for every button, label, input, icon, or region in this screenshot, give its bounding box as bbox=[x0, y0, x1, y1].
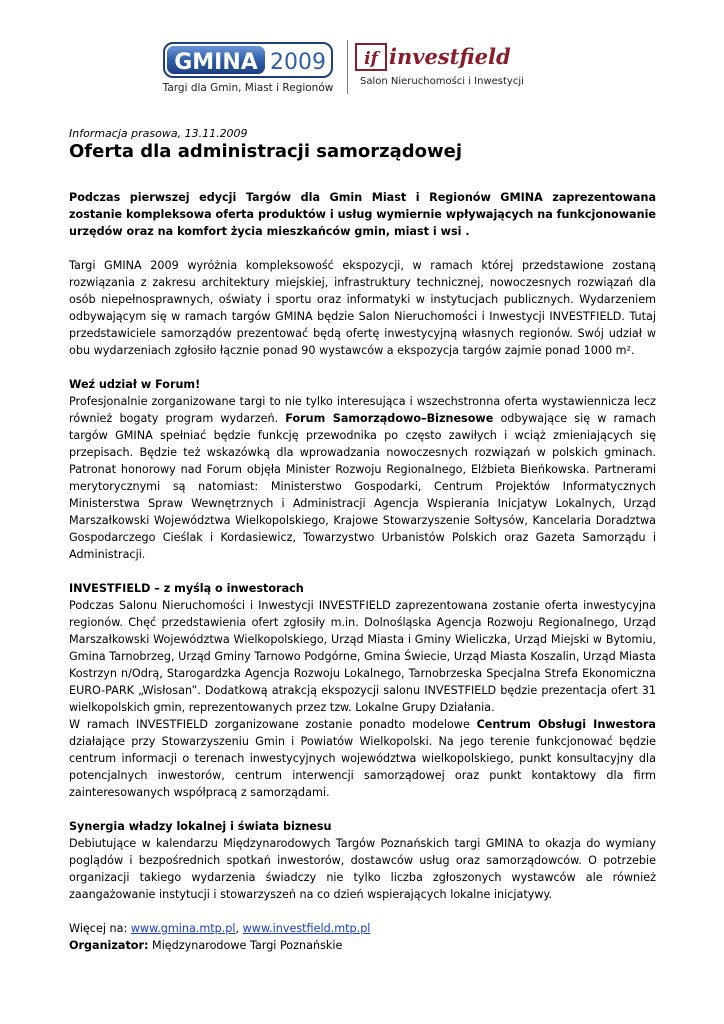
more-info-line bbox=[69, 920, 656, 937]
organizer-label: Organizator: bbox=[69, 939, 149, 952]
press-release bbox=[69, 127, 656, 954]
synergy-heading: Synergia władzy lokalnej i świata biznesu bbox=[69, 820, 332, 833]
svg-text:2009: 2009 bbox=[270, 50, 326, 75]
organizer-value: Międzynarodowe Targi Poznańskie bbox=[148, 939, 343, 952]
svg-text:if: if bbox=[364, 49, 378, 69]
investfield-caption: Salon Nieruchomości i Inwestycji bbox=[360, 76, 524, 87]
release-date: Informacja prasowa, 13.11.2009 bbox=[69, 127, 248, 140]
logo-divider bbox=[347, 40, 348, 94]
gmina-2009-logo bbox=[163, 42, 333, 78]
svg-text:investfield: investfield bbox=[389, 44, 511, 69]
svg-text:GMINA: GMINA bbox=[174, 50, 258, 75]
link-separator: , bbox=[235, 922, 243, 935]
investfield-paragraph: Podczas Salonu Nieruchomości i Inwestycji INVESTFIELD zaprezentowana zostanie oferta inwestycyjna regionów. Chęć przedstawienia ofert zgłosiły m.in. Dolnośląska Agencja Rozwoju Regionalnego, Urząd Marszałkowski Województwa Wielkopolskiego, Urząd Miasta i Gminy Wieliczka, Urząd Miejski w Bytomiu, Gmina Tarnobrzeg, Urząd Gminy Tarnowo Podgórne, Gmina Świecie, Urząd Miasta Koszalin, Urząd Miasta Kostrzyn n/Odrą, Starogardzka Agencja Rozwoju Lokalnego, Tarnobrzeska Specjalna Strefa Ekonomiczna EURO-PARK „Wisłosan”. Dodatkową atrakcją ekspozycji salonu INVESTFIELD będzie prezentacja ofert 31 wielkopolskich gmin, reprezentowanych przez tzw. Lokalne Grupy Działania. bbox=[69, 599, 656, 714]
page-title: Oferta dla administracji samorządowej bbox=[69, 141, 463, 162]
synergy-paragraph: Debiutujące w kalendarzu Międzynarodowych Targów Poznańskich targi GMINA to okazja do wymiany poglądów i bezpośrednich spotkań inwestorów, dostawców usług oraz samorządowców. O potrzebie organizacji takiego wydarzenia świadczy nie tylko liczba zgłoszonych wystawców ale również zaangażowanie instytucji i stowarzyszeń na co dzień wspierających lokalne inicjatywy. bbox=[69, 837, 656, 901]
investfield-logo bbox=[355, 42, 533, 72]
investfield-heading: INVESTFIELD – z myślą o inwestorach bbox=[69, 582, 304, 595]
investor-center-name: Centrum Obsługi Inwestora bbox=[476, 718, 656, 731]
investfield-text-after: działające przy Stowarzyszeniu Gmin i Powiatów Wielkopolski. Na jego terenie funkcjonować będzie centrum informacji o terenach inwestycyjnych województwa wielkopolskiego, punkt konsultacyjny dla potencjalnych inwestorów, centrum interwencji samorządowej oraz punkt kontaktowy dla firm zainteresowanych współpracą z samorządami. bbox=[69, 735, 656, 799]
investfield-paragraph-2 bbox=[69, 716, 656, 801]
more-info-label: Więcej na: bbox=[69, 922, 131, 935]
forum-paragraph bbox=[69, 393, 656, 563]
investfield-link[interactable]: www.investfield.mtp.pl bbox=[242, 922, 371, 935]
gmina-link[interactable]: www.gmina.mtp.pl bbox=[130, 922, 236, 935]
intro-paragraph: Targi GMINA 2009 wyróżnia kompleksowość ekspozycji, w ramach której przedstawione zostaną rozwiązania z zakresu architektury miejskiej, infrastruktury technicznej, nowoczesnych rozwiązań dla osób niepełnosprawnych, oświaty i sportu oraz informatyki w instytucjach publicznych. Wydarzeniem odbywającym się w ramach targów GMINA będzie Salon Nieruchomości i Inwestycji INVESTFIELD. Tutaj przedstawiciele samorządów prezentować będą ofertę inwestycyjną własnych regionów. Swój udział w obu wydarzeniach zgłosiło łącznie ponad 90 wystawców a ekspozycja targów zajmie ponad 1000 m². bbox=[69, 259, 656, 357]
forum-heading: Weź udział w Forum! bbox=[69, 378, 201, 391]
forum-text-after: odbywające się w ramach targów GMINA spełniać będzie funkcję przewodnika po często zawiłych i wciąż zmieniających się przepisach. Będzie też wskazówką dla wprowadzania nowoczesnych rozwiązań w polskich gminach. Patronat honorowy nad Forum objęła Minister Rozwoju Regionalnego, Elżbieta Bieńkowska. Partnerami merytorycznymi są natomiast: Ministerstwo Gospodarki, Centrum Projektów Informatycznych Ministerstwa Spraw Wewnętrznych i Administracji Agencja Wspierania Inicjatyw Lokalnych, Urząd Marszałkowski Województwa Wielkopolskiego, Krajowe Stowarzyszenie Sołtysów, Kancelaria Doradztwa Gospodarczego Cieślak i Kordasiewicz, Towarzystwo Urbanistów Polskich oraz Gazeta Samorządu i Administracji. bbox=[69, 412, 656, 561]
forum-text-before: Profesjonalnie zorganizowane targi to nie tylko interesująca i wszechstronna oferta wystawiennicza lecz również bogaty program wydarzeń. bbox=[69, 395, 656, 425]
forum-name: Forum Samorządowo–Biznesowe bbox=[285, 412, 494, 425]
investfield-text-before: W ramach INVESTFIELD zorganizowane zostanie ponadto modelowe bbox=[69, 718, 477, 731]
page-header bbox=[0, 0, 724, 110]
organizer-line bbox=[69, 937, 656, 954]
lead-paragraph: Podczas pierwszej edycji Targów dla Gmin Miast i Regionów GMINA zaprezentowana zostanie kompleksowa oferta produktów i usług wymiernie wpływających na funkcjonowanie urzędów oraz na komfort życia mieszkańców gmin, miast i wsi . bbox=[69, 191, 656, 238]
gmina-caption: Targi dla Gmin, Miast i Regionów bbox=[162, 82, 334, 94]
